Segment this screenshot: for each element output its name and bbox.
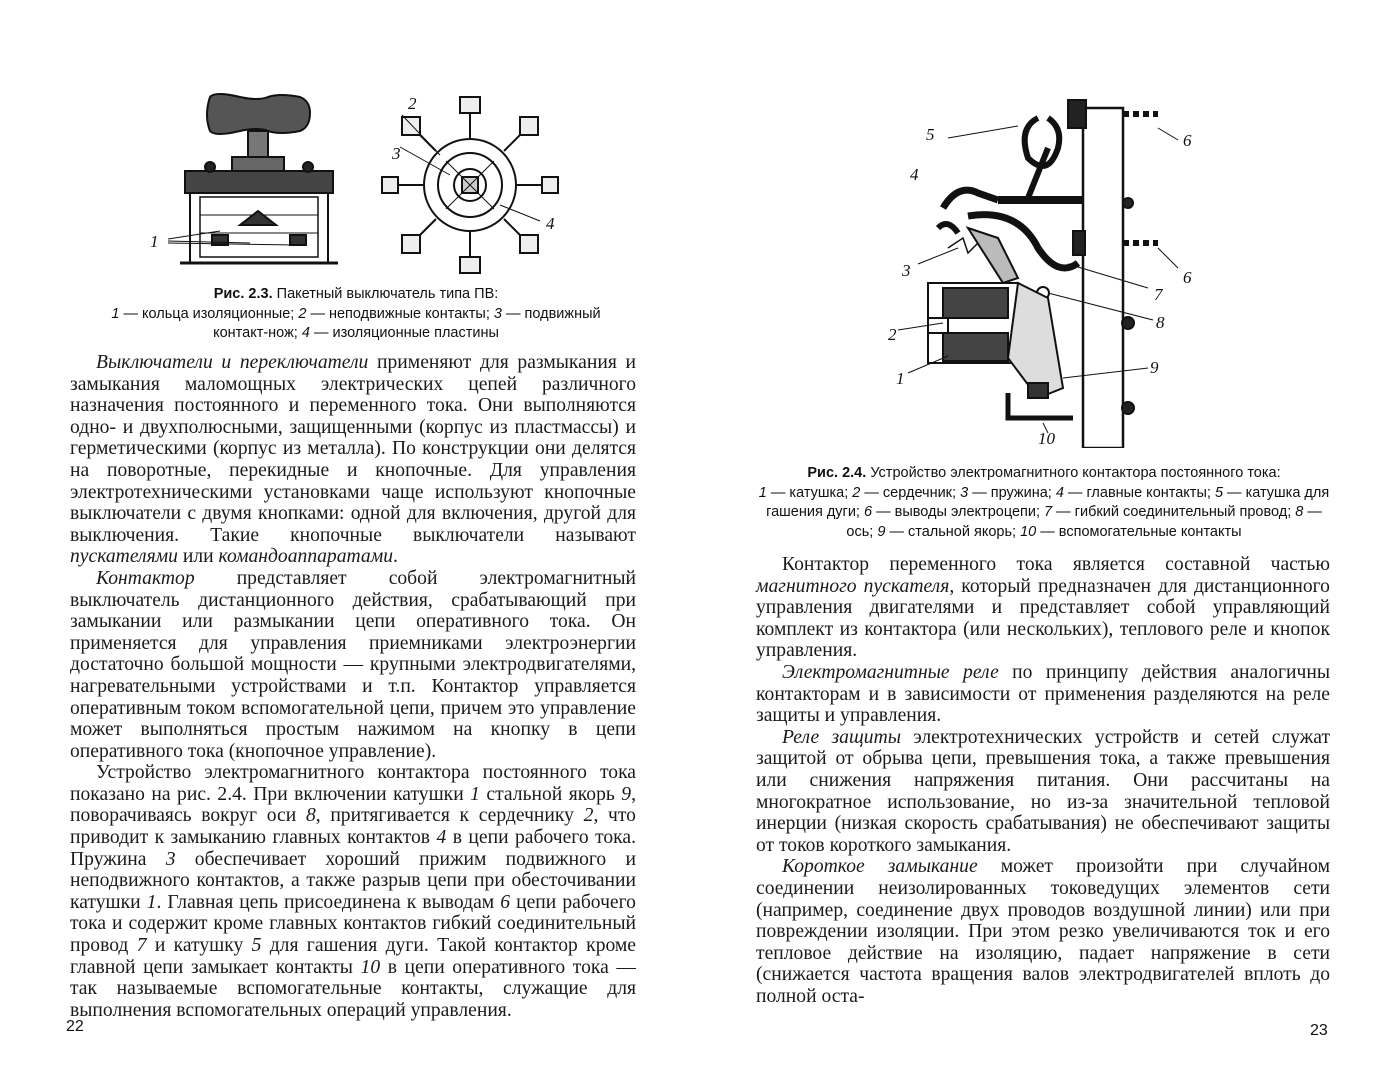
figure-2-4-caption — [754, 464, 1334, 542]
text-run: , что приводит к замыканию главных контактов — [70, 805, 636, 849]
text-run: применяют для размыкания и замыкания маломощных электрических цепей различного назначения постоянного и переменного тока. Они выполняются одно- и двухполюсными, защищенными (корпус из пластмассы) и герметическими (корпус из металла). По конструкции они делятся на поворотные, перекидные и кнопочные. Для управления электротехническими установками чаще используют кнопочные выключатели с двумя кнопками: одной для включения, другой для выключения. Такие кнопочные выключатели называют — [70, 352, 636, 546]
switch-side-view — [168, 94, 338, 263]
italic-term: магнитного пускателя — [756, 575, 950, 597]
italic-term: 2 — [583, 805, 594, 827]
left-body-text — [70, 352, 636, 1021]
legend-number: 2 — [298, 305, 307, 322]
italic-term: 10 — [360, 956, 381, 978]
text-run: электротехнических устройств и сетей служат защитой от обрыва цепи, превышения тока, а также превышения или снижения напряжения питания. Они рассчитаны на многократное использование, но из-за значительной тепловой инерции (низкая скорость срабатывания) не обеспечивают защиты от токов короткого замыкания. — [756, 726, 1331, 856]
page-number-right: 23 — [1310, 1022, 1328, 1039]
legend-number: 9 — [877, 523, 886, 540]
text-run: в цепи рабочего тока. Пружина — [70, 827, 636, 870]
fig24-label-8: 8 — [1156, 313, 1165, 332]
fig24-label-5: 5 — [926, 125, 935, 144]
italic-term: 9 — [621, 783, 632, 805]
legend-number: 7 — [1044, 504, 1053, 520]
text-run: Устройство электромагнитного контактора постоянного тока показано на рис. 2.4. При включении катушки — [70, 762, 636, 805]
text-run: , притягивается к сердечнику — [315, 805, 584, 827]
fig24-legend — [754, 484, 1334, 543]
legend-text: — сердечник; — [860, 484, 961, 501]
italic-term: командоаппаратами — [218, 546, 393, 568]
paragraph — [756, 727, 1330, 857]
italic-term: 5 — [251, 935, 262, 957]
italic-term: Контактор — [96, 567, 195, 589]
italic-term: 8 — [305, 805, 316, 827]
paragraph — [70, 352, 636, 568]
legend-number: 1 — [111, 305, 120, 322]
fig24-caption-title: Рис. 2.4. — [807, 465, 867, 481]
legend-number: 4 — [1055, 484, 1064, 501]
italic-term: 1 — [146, 891, 157, 913]
italic-term: 6 — [500, 891, 511, 913]
text-run: . — [393, 546, 398, 568]
paragraph — [756, 554, 1330, 662]
italic-term: Электромагнитные реле — [782, 661, 999, 683]
fig24-caption-title-line — [754, 464, 1334, 484]
legend-text: — пружина; — [968, 484, 1056, 501]
figure-2-3-drawing — [140, 85, 570, 280]
legend-number: 3 — [493, 305, 502, 322]
legend-text: — неподвижные контакты; — [306, 305, 494, 322]
right-page — [698, 0, 1396, 1080]
paragraph — [70, 762, 636, 1021]
fig24-label-7: 7 — [1154, 285, 1163, 304]
italic-term: Выключатели и переключатели — [96, 352, 369, 373]
legend-text: — кольца изоляционные; — [119, 305, 299, 322]
legend-number: 3 — [960, 484, 969, 501]
fig24-label-6-bottom: 6 — [1183, 268, 1192, 287]
legend-number: 2 — [852, 484, 861, 501]
legend-text: — катушка; — [766, 484, 853, 501]
text-run: стальной якорь — [479, 783, 622, 805]
legend-number: 10 — [1020, 523, 1037, 540]
page-number-left: 22 — [66, 1018, 84, 1035]
fig23-caption-title-line — [96, 285, 616, 305]
italic-term: пускателями — [70, 546, 178, 568]
legend-text: — подвижный контакт-нож; — [213, 305, 601, 341]
fig24-label-9: 9 — [1150, 358, 1159, 377]
right-body-text — [756, 554, 1330, 1007]
paragraph — [70, 568, 636, 762]
text-run: . Главная цепь присоединена к выводам — [156, 891, 501, 913]
text-run: Контактор переменного тока является составной частью — [782, 554, 1330, 575]
figure-2-3-caption — [96, 285, 616, 344]
fig23-label-1: 1 — [150, 232, 159, 251]
fig23-legend — [96, 305, 616, 344]
legend-text: — стальной якорь; — [885, 523, 1021, 540]
text-run: или — [177, 546, 219, 568]
italic-term: Короткое замыкание — [782, 856, 978, 878]
italic-term: 3 — [165, 848, 176, 870]
fig24-label-1: 1 — [896, 369, 905, 388]
italic-term: 4 — [436, 827, 447, 849]
paragraph — [756, 662, 1330, 727]
fig24-caption-name: Устройство электромагнитного контактора постоянного тока: — [870, 465, 1281, 481]
fig23-label-2: 2 — [408, 94, 417, 113]
text-run: по принципу действия аналогичны контакторам и в зависимости от применения разделяются на реле защиты и управления. — [756, 661, 1331, 727]
legend-text: — катушка для гашения дуги; — [766, 484, 1330, 520]
switch-top-view — [382, 97, 558, 273]
text-run: может произойти при случайном соединении неизолированных токоведущих элементов сети (например, соединение двух проводов воздушной линии) или при повреждении изоляции. При этом резко увеличиваются ток и его тепловое действие на изоляцию, падает напряжение в сети (снижается частота вращения валов электродвигателей вплоть до полной оста- — [756, 856, 1330, 1007]
fig23-label-4: 4 — [546, 214, 555, 233]
fig23-caption-name: Пакетный выключатель типа ПВ: — [276, 286, 499, 302]
legend-text: — изоляционные пластины — [309, 325, 499, 341]
text-run: , поворачиваясь вокруг оси — [70, 783, 636, 827]
italic-term: Реле защиты — [782, 726, 901, 748]
legend-text: — гибкий соединительный провод; — [1052, 504, 1296, 520]
text-run: в цепи оперативного тока — так называемые вспомогательные контакты, служащие для выполнения вспомогательных операций управления. — [70, 956, 636, 1021]
fig24-label-10: 10 — [1038, 429, 1055, 448]
text-run: и катушку — [146, 935, 252, 957]
text-run: обеспечивает хороший прижим подвижного и неподвижного контактов, а также разрыв цепи при обесточивании катушки — [70, 848, 636, 913]
italic-term: 7 — [136, 935, 147, 957]
legend-number: 8 — [1295, 504, 1304, 520]
legend-number: 5 — [1214, 484, 1224, 501]
text-run: представляет собой электромагнитный выключатель дистанционного действия, срабатывающий при замыкании или размыкании цепи оперативного тока. Он применяется для управления приемниками электроэнергии достаточно большой мощности — крупными электродвигателями, нагревательными устройствами и т.п. Контактор управляется оперативным током вспомогательной цепи, причем это управление может выполняться простым нажимом на кнопку в цепи оперативного тока (кнопочное управление). — [70, 567, 636, 762]
legend-text: — главные контакты; — [1063, 484, 1215, 501]
fig23-label-3: 3 — [392, 144, 401, 163]
legend-number: 4 — [301, 325, 310, 341]
fig23-caption-title: Рис. 2.3. — [213, 286, 273, 302]
figure-2-4-drawing — [888, 88, 1208, 448]
legend-text: — ось; — [846, 504, 1322, 540]
italic-term: 1 — [470, 783, 480, 805]
legend-text: — вспомогательные контакты — [1036, 523, 1242, 540]
legend-number: 1 — [758, 484, 767, 501]
fig24-label-3: 3 — [902, 261, 911, 280]
fig24-label-4: 4 — [910, 165, 919, 184]
legend-text: — выводы электроцепи; — [872, 504, 1045, 520]
legend-number: 6 — [863, 504, 873, 520]
text-run: , который предназначен для дистанционного управления двигателями и представляет собой управляющий комплект из контактора (или нескольких), теплового реле и кнопок управления. — [756, 575, 1330, 662]
text-run: цепи рабочего тока и содержит кроме главных контактов гибкий соединительный провод — [70, 891, 636, 957]
text-run: для гашения дуги. Такой контактор кроме главной цепи замыкает контакты — [70, 935, 637, 978]
fig24-label-6-top: 6 — [1183, 131, 1192, 150]
paragraph — [756, 856, 1330, 1007]
fig24-label-2: 2 — [888, 325, 897, 344]
